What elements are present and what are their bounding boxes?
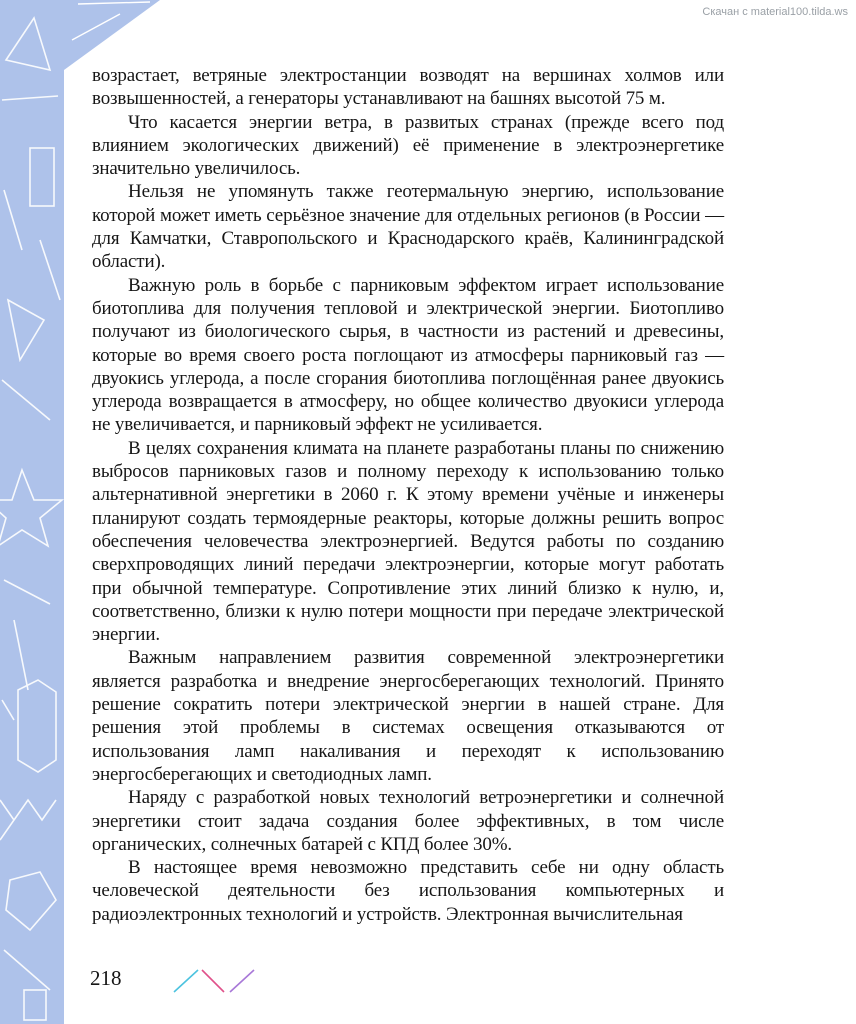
paragraph-continued: возрастает, ветряные электростанции возводят на вершинах холмов или возвышенностей, а генераторы устанавливают на башнях высотой 75 м.	[92, 65, 724, 110]
paragraph: Важным направлением развития современной электроэнергетики является разработка и внедрение энергосберегающих технологий. Принято решение сократить потери электрической энергии в нашей стране. Для решения этой проблемы в системах освещения отказываются от использования ламп накаливания и переходят к использованию энергосберегающих и светодиодных ламп.	[92, 647, 724, 785]
page-number: 218	[90, 966, 122, 990]
paragraph: Нельзя не упомянуть также геотермальную энергию, использование которой может иметь серьёзное значение для отдельных регионов (в России — для Камчатки, Ставропольского и Краснодарского краёв, Калининградской области).	[92, 181, 724, 273]
download-watermark: Скачан с material100.tilda.ws	[702, 6, 848, 18]
paragraph: Важную роль в борьбе с парниковым эффектом играет использование биотоплива для получения тепловой и электрической энергии. Биотопливо получают из биологического сырья, в частности из растений и древесины, которые во время своего роста поглощают из атмосферы парниковый газ — двуокись углерода, а после сгорания биотоплива поглощённая ранее двуокись углерода возвращается в атмосферу, но общее количество двуокиси углерода не увеличивается, и парниковый эффект не усиливается.	[92, 274, 724, 436]
decorative-lines	[170, 966, 260, 996]
paragraph: В целях сохранения климата на планете разработаны планы по снижению выбросов парниковых газов и полному переходу к использованию только альтернативной энергетики в 2060 г. К этому времени учёные и инженеры планируют создать термоядерные реакторы, которые должны решить вопрос обеспечения человечества электроэнергией. Ведутся работы по созданию сверхпроводящих линий передачи электроэнергии, которые могут работать при обычной температуре. Сопротивление этих линий близко к нулю, и, соответственно, близки к нулю потери мощности при передаче электрической энергии.	[92, 437, 724, 646]
paragraph: В настоящее время невозможно представить себе ни одну область человеческой деятельности без использования компьютерных и радиоэлектронных технологий и устройств. Электронная вычислительная	[92, 857, 724, 925]
decorative-sidebar	[0, 0, 64, 1024]
page-text	[92, 64, 724, 926]
decorative-corner	[0, 0, 160, 70]
paragraph: Наряду с разработкой новых технологий ветроэнергетики и солнечной энергетики стоит задача создания более эффективных, в том числе органических, солнечных батарей с КПД более 30%.	[92, 787, 724, 855]
paragraph: Что касается энергии ветра, в развитых странах (прежде всего под влиянием экологических движений) её применение в электроэнергетике значительно увеличилось.	[92, 111, 724, 180]
